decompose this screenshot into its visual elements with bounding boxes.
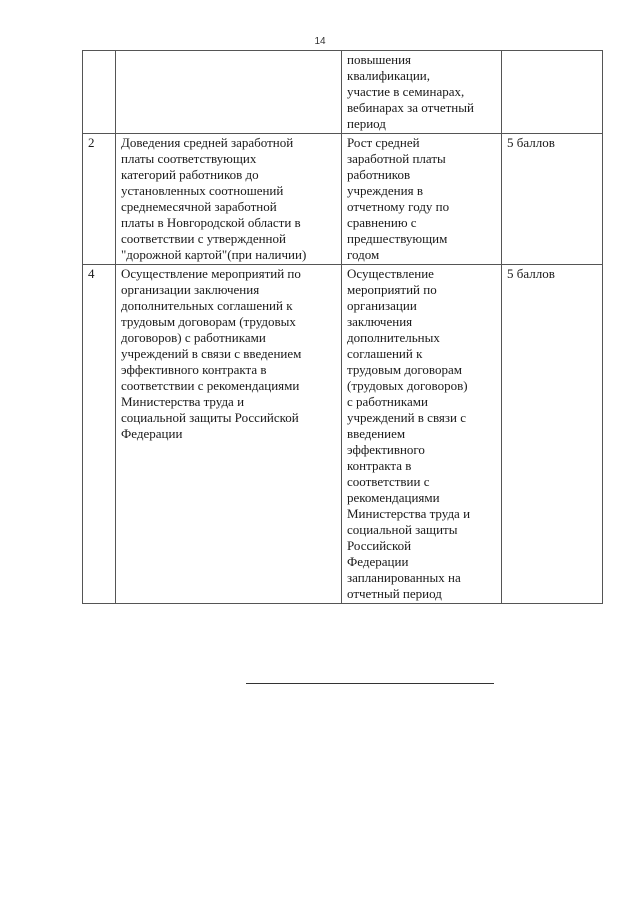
row-number: 4 <box>88 266 95 281</box>
indicator-cell <box>342 134 502 265</box>
indicator-text: Рост средней заработной платы работников учреждения в отчетному году по сравнению с предшествующим годом <box>347 135 450 262</box>
table-row <box>83 134 603 265</box>
row-number-cell <box>83 265 116 604</box>
criterion-text: Осуществление мероприятий по организации заключения дополнительных соглашений к трудовым договорам (трудовых договоров) с работниками учреждений в связи с введением эффективного контракта в соответствии с рекомендациями Министерства труда и социальной защиты Российской Федерации <box>121 266 302 441</box>
indicator-text: повышения квалификации, участие в семинарах, вебинарах за отчетный период <box>347 52 474 131</box>
table-row <box>83 51 603 134</box>
indicator-cell <box>342 51 502 134</box>
closing-rule <box>246 683 494 684</box>
score-cell <box>502 265 603 604</box>
criteria-table <box>82 50 603 604</box>
row-number-cell <box>83 134 116 265</box>
criterion-cell <box>116 265 342 604</box>
table-row <box>83 265 603 604</box>
score-text: 5 баллов <box>507 135 555 150</box>
score-cell <box>502 51 603 134</box>
criterion-cell <box>116 51 342 134</box>
indicator-text: Осуществление мероприятий по организации заключения дополнительных соглашений к трудовым договорам (трудовых договоров) с работниками учреждений в связи с введением эффективного контракта в соответствии с рекомендациями Министерства труда и социальной защиты Российской Федерации запланированных на отчетный период <box>347 266 471 601</box>
score-text: 5 баллов <box>507 266 555 281</box>
criterion-cell <box>116 134 342 265</box>
criterion-text: Доведения средней заработной платы соответствующих категорий работников до установленных соотношений среднемесячной заработной платы в Новгородской области в соответствии с утвержденной "дорожной картой"(при наличии) <box>121 135 307 262</box>
page-number: 14 <box>314 36 326 47</box>
score-cell <box>502 134 603 265</box>
row-number-cell <box>83 51 116 134</box>
row-number: 2 <box>88 135 95 150</box>
indicator-cell <box>342 265 502 604</box>
